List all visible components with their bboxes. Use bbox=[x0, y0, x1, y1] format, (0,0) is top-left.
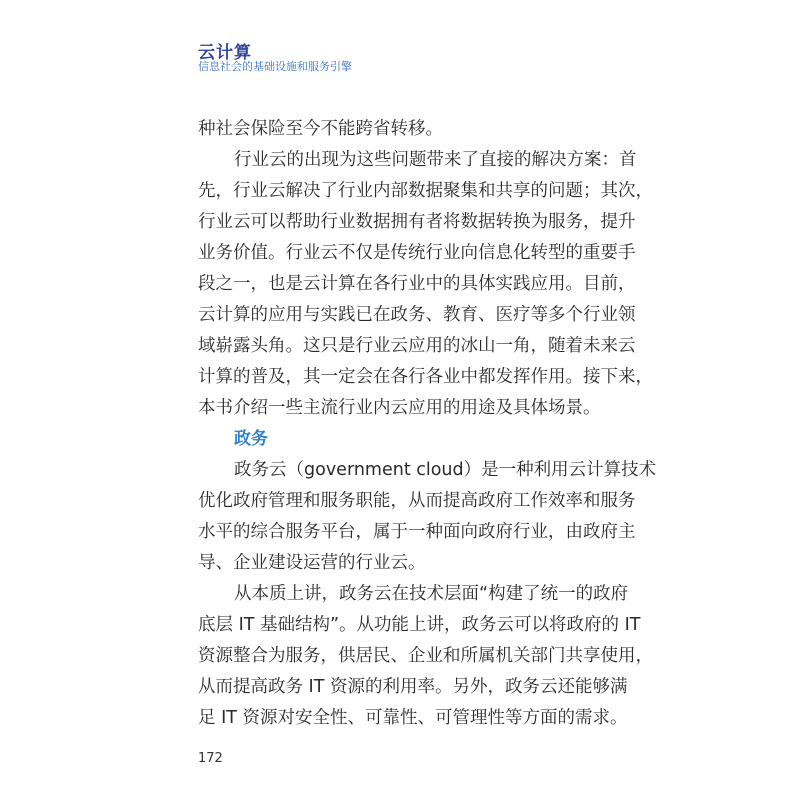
text-line: 计算的普及，其一定会在各行各业中都发挥作用。接下来， bbox=[198, 367, 653, 387]
text-line: 行业云可以帮助行业数据拥有者将数据转换为服务，提升 bbox=[198, 212, 636, 232]
text-line: 种社会保险至今不能跨省转移。 bbox=[198, 119, 443, 139]
text-line: 资源整合为服务，供居民、企业和所属机关部门共享使用， bbox=[198, 646, 653, 666]
text-line: 底层 IT 基础结构”。从功能上讲，政务云可以将政府的 IT bbox=[198, 615, 641, 635]
text-line: 先，行业云解决了行业内部数据聚集和共享的问题；其次， bbox=[198, 181, 653, 201]
text-line: 云计算的应用与实践已在政务、教育、医疗等多个行业领 bbox=[198, 305, 636, 325]
section-heading: 政务 bbox=[234, 429, 268, 449]
page-body bbox=[198, 114, 657, 734]
text-line: 段之一，也是云计算在各行业中的具体实践应用。目前， bbox=[198, 274, 636, 294]
text-line: 足 IT 资源对安全性、可靠性、可管理性等方面的需求。 bbox=[198, 708, 628, 728]
text-line: 政务云（government cloud）是一种利用云计算技术 bbox=[234, 460, 657, 480]
text-line: 域崭露头角。这只是行业云应用的冰山一角，随着未来云 bbox=[198, 336, 636, 356]
running-header-subtitle: 信息社会的基础设施和服务引擎 bbox=[198, 60, 352, 73]
text-line: 业务价值。行业云不仅是传统行业向信息化转型的重要手 bbox=[198, 243, 636, 263]
text-line: 从本质上讲，政务云在技术层面“构建了统一的政府 bbox=[234, 584, 629, 604]
text-line: 导、企业建设运营的行业云。 bbox=[198, 553, 426, 573]
text-line: 从而提高政务 IT 资源的利用率。另外，政务云还能够满 bbox=[198, 677, 628, 697]
text-line: 优化政府管理和服务职能，从而提高政府工作效率和服务 bbox=[198, 491, 636, 511]
text-line: 本书介绍一些主流行业内云应用的用途及具体场景。 bbox=[198, 398, 601, 418]
text-line: 行业云的出现为这些问题带来了直接的解决方案：首 bbox=[234, 150, 637, 170]
page-number: 172 bbox=[198, 751, 223, 766]
running-header-title: 云计算 bbox=[198, 43, 252, 63]
text-line: 水平的综合服务平台，属于一种面向政府行业，由政府主 bbox=[198, 522, 636, 542]
